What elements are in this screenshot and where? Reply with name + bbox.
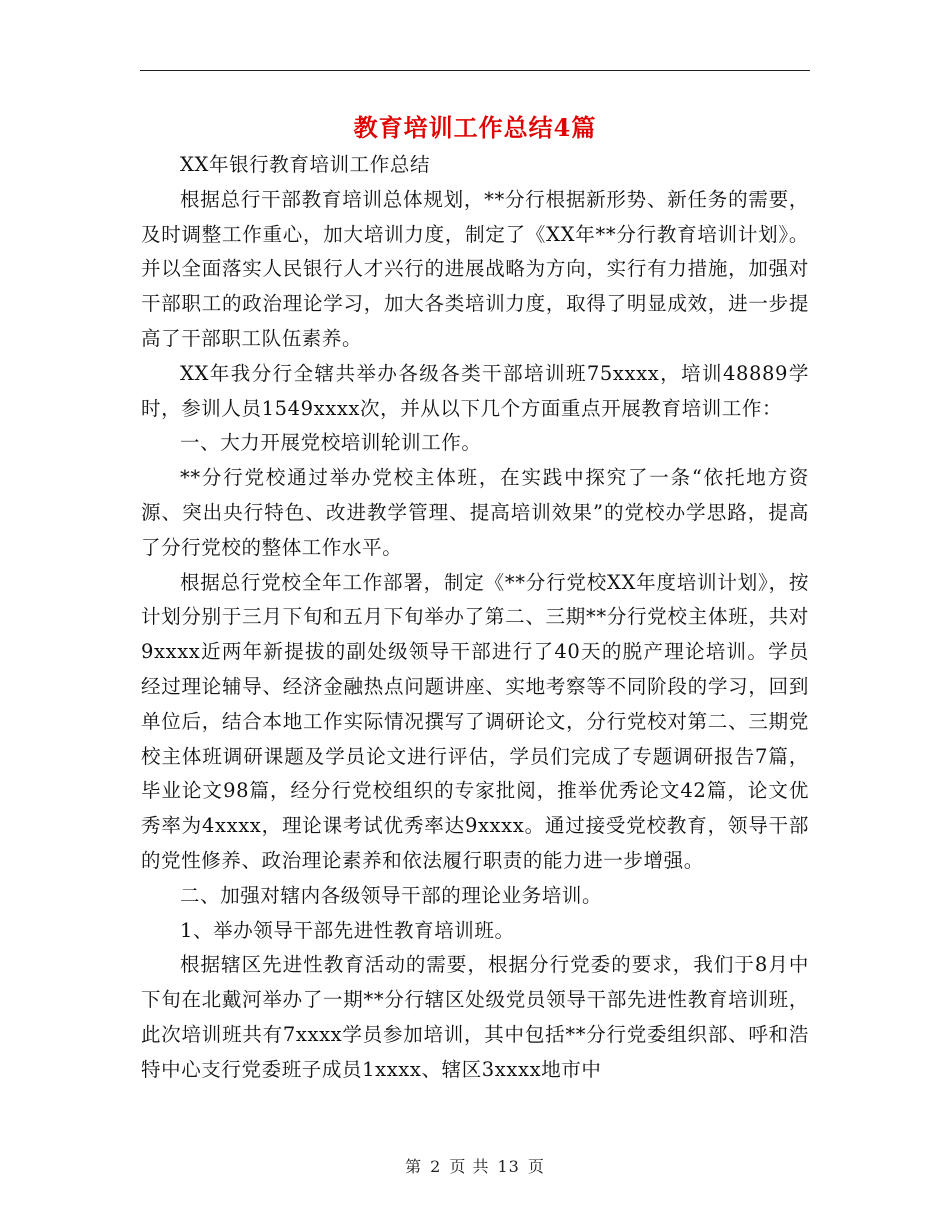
subsection-heading: 1、举办领导干部先进性教育培训班。: [180, 918, 515, 942]
footer-total-pages: 13: [497, 1157, 520, 1176]
footer-prefix: 第: [405, 1157, 423, 1176]
footer-current-page: 2: [430, 1157, 442, 1176]
paragraph: XX年我分行全辖共举办各级各类干部培训班75xxxx，培训48889学时，参训人员1549xxxx次，并从以下几个方面重点开展教育培训工作：: [141, 361, 809, 420]
paragraph: **分行党校通过举办党校主体班，在实践中探究了一条“依托地方资源、突出央行特色、改进教学管理、提高培训效果”的党校办学思路，提高了分行党校的整体工作水平。: [141, 466, 809, 559]
paragraph: 根据辖区先进性教育活动的需要，根据分行党委的要求，我们于8月中下旬在北戴河举办了一期**分行辖区处级党员领导干部先进性教育培训班，此次培训班共有7xxxx学员参加培训，其中包括**分行党委组织部、呼和浩特中心支行党委班子成员1xxxx、辖区3xxxx地市中: [141, 953, 809, 1081]
document-title: 教育培训工作总结4篇: [353, 113, 597, 142]
paragraph: 根据总行干部教育培训总体规划，**分行根据新形势、新任务的需要，及时调整工作重心，加大培训力度，制定了《XX年**分行教育培训计划》。并以全面落实人民银行人才兴行的进展战略为方向，实行有力措施，加强对干部职工的政治理论学习，加大各类培训力度，取得了明显成效，进一步提高了干部职工队伍素养。: [141, 187, 809, 350]
footer-suffix: 页: [527, 1157, 545, 1176]
header-rule: [140, 70, 810, 71]
footer-middle: 页 共: [449, 1157, 490, 1176]
section-heading: 二、加强对辖内各级领导干部的理论业务培训。: [180, 883, 603, 907]
document-body: [141, 148, 809, 1088]
paragraph: 根据总行党校全年工作部署，制定《**分行党校XX年度培训计划》，按计划分别于三月下旬和五月下旬举办了第二、三期**分行党校主体班，共对9xxxx近两年新提拔的副处级领导干部进行了40天的脱产理论培训。学员经过理论辅导、经济金融热点问题讲座、实地考察等不同阶段的学习，回到单位后，结合本地工作实际情况撰写了调研论文，分行党校对第二、三期党校主体班调研课题及学员论文进行评估，学员们完成了专题调研报告7篇，毕业论文98篇，经分行党校组织的专家批阅，推举优秀论文42篇，论文优秀率为4xxxx，理论课考试优秀率达9xxxx。通过接受党校教育，领导干部的党性修养、政治理论素养和依法履行职责的能力进一步增强。: [141, 570, 809, 872]
paragraph-subtitle: XX年银行教育培训工作总结: [180, 153, 431, 176]
page-footer: [0, 1154, 950, 1177]
section-heading: 一、大力开展党校培训轮训工作。: [180, 431, 482, 455]
